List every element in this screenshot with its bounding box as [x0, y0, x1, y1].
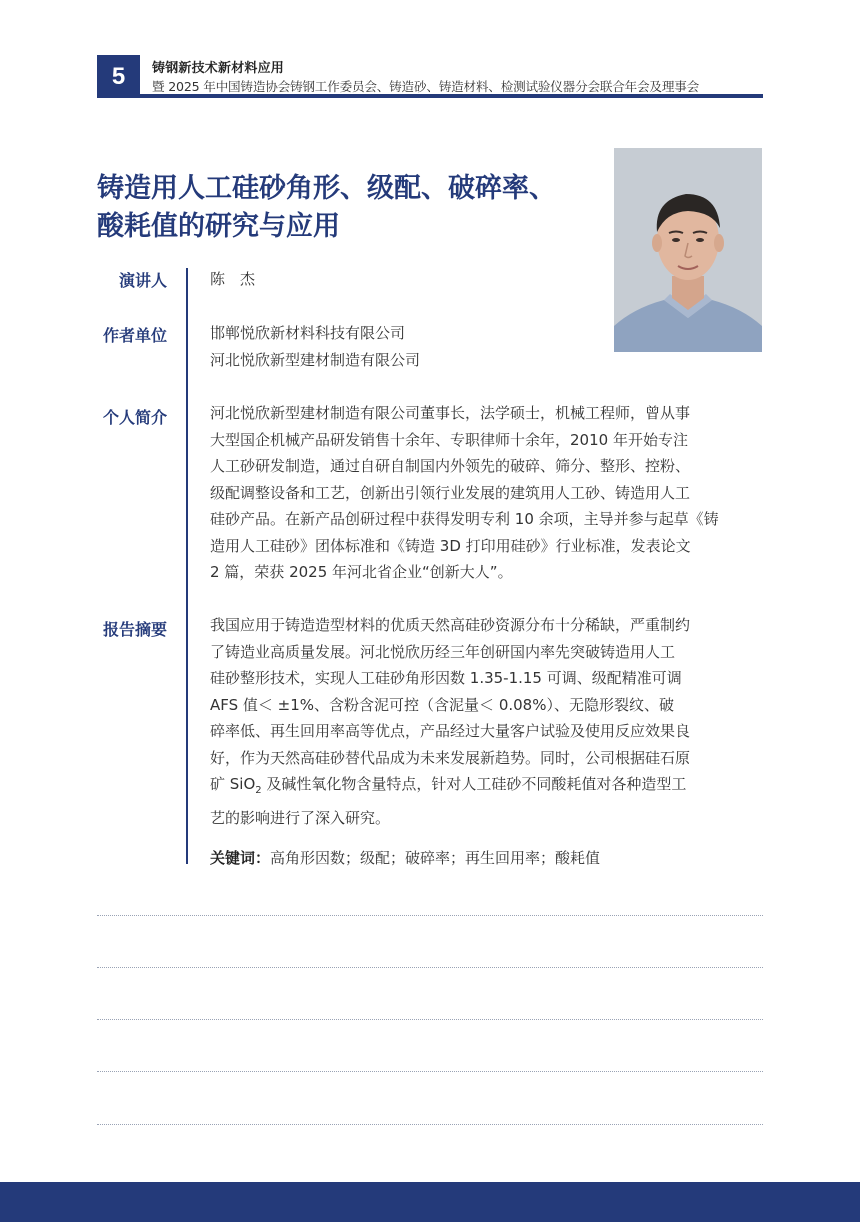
keywords: [210, 847, 600, 868]
abstract-line: 艺的影响进行了深入研究。: [210, 808, 391, 827]
abstract-line: 我国应用于铸造造型材料的优质天然高硅砂资源分布十分稀缺，严重制约: [210, 616, 691, 634]
affiliation-label: 作者单位: [102, 326, 167, 345]
abstract-line: 碎率低、再生回用率高等优点，产品经过大量客户试验及使用反应效果良: [210, 722, 691, 740]
bio-line: 级配调整设备和工艺，创新出引领行业发展的建筑用人工砂、铸造用人工: [210, 483, 691, 502]
article-title-line: 酸耗值的研究与应用: [97, 211, 340, 242]
note-line: [97, 1071, 763, 1072]
abstract-line: 硅砂整形技术，实现人工硅砂角形因数 1.35-1.15 可调、级配精准可调: [210, 669, 682, 687]
bio-label: 个人简介: [102, 408, 167, 427]
note-line: [97, 1019, 763, 1020]
bio-line: 河北悦欣新型建材制造有限公司董事长，法学硕士，机械工程师，曾从事: [210, 404, 691, 422]
header-title: 铸钢新技术新材料应用: [152, 61, 285, 76]
header-rule: [97, 94, 763, 98]
note-line: [97, 1124, 763, 1125]
keywords-text: 高角形因数；级配；破碎率；再生回用率；酸耗值: [270, 849, 601, 867]
section-divider-rule: [186, 268, 188, 864]
footer-band: [0, 1182, 860, 1222]
subscript-text: 2: [255, 785, 262, 796]
header-subtitle: 暨 2025 年中国铸造协会铸钢工作委员会、铸造砂、铸造材料、检测试验仪器分会联合年会及理事会: [152, 79, 700, 94]
abstract-line-part: 及碱性氧化物含量特点，针对人工硅砂不同酸耗值对各种造型工: [261, 775, 687, 793]
abstract-line-part: 矿 SiO: [210, 775, 256, 793]
bio-line: 人工砂研发制造，通过自研自制国内外领先的破碎、筛分、整形、控粉、: [210, 457, 691, 475]
speaker-name: 陈 杰: [210, 270, 256, 288]
keywords-label: 关键词：: [210, 849, 271, 867]
bio-line: 硅砂产品。在新产品创研过程中获得发明专利 10 余项，主导并参与起草《铸: [210, 510, 719, 528]
affiliation-item: 邯郸悦欣新材料科技有限公司: [210, 324, 406, 342]
abstract-line: 了铸造业高质量发展。河北悦欣历经三年创研国内率先突破铸造用人工: [210, 642, 676, 661]
bio-line: 2 篇，荣获 2025 年河北省企业“创新大人”。: [210, 563, 513, 581]
abstract-label: 报告摘要: [102, 620, 167, 639]
abstract-line: AFS 值＜ ±1%、含粉含泥可控（含泥量＜ 0.08%）、无隐形裂纹、破: [210, 695, 674, 714]
bio-text: [210, 400, 770, 586]
page-number-badge: 5: [97, 55, 140, 98]
abstract-line: 好，作为天然高硅砂替代品成为未来发展新趋势。同时，公司根据硅石原: [210, 748, 691, 767]
affiliation-item: 河北悦欣新型建材制造有限公司: [210, 350, 421, 369]
article-title: [97, 170, 597, 246]
abstract-text: [210, 612, 770, 831]
speaker-label: 演讲人: [118, 271, 167, 290]
abstract-line: [210, 771, 770, 805]
note-line: [97, 915, 763, 916]
article-title-line: 铸造用人工硅砂角形、级配、破碎率、: [97, 173, 556, 204]
bio-line: 造用人工硅砂》团体标准和《铸造 3D 打印用硅砂》行业标准，发表论文: [210, 536, 691, 555]
affiliation-list: [210, 320, 770, 373]
note-line: [97, 967, 763, 968]
bio-line: 大型国企机械产品研发销售十余年、专职律师十余年，2010 年开始专注: [210, 430, 688, 449]
